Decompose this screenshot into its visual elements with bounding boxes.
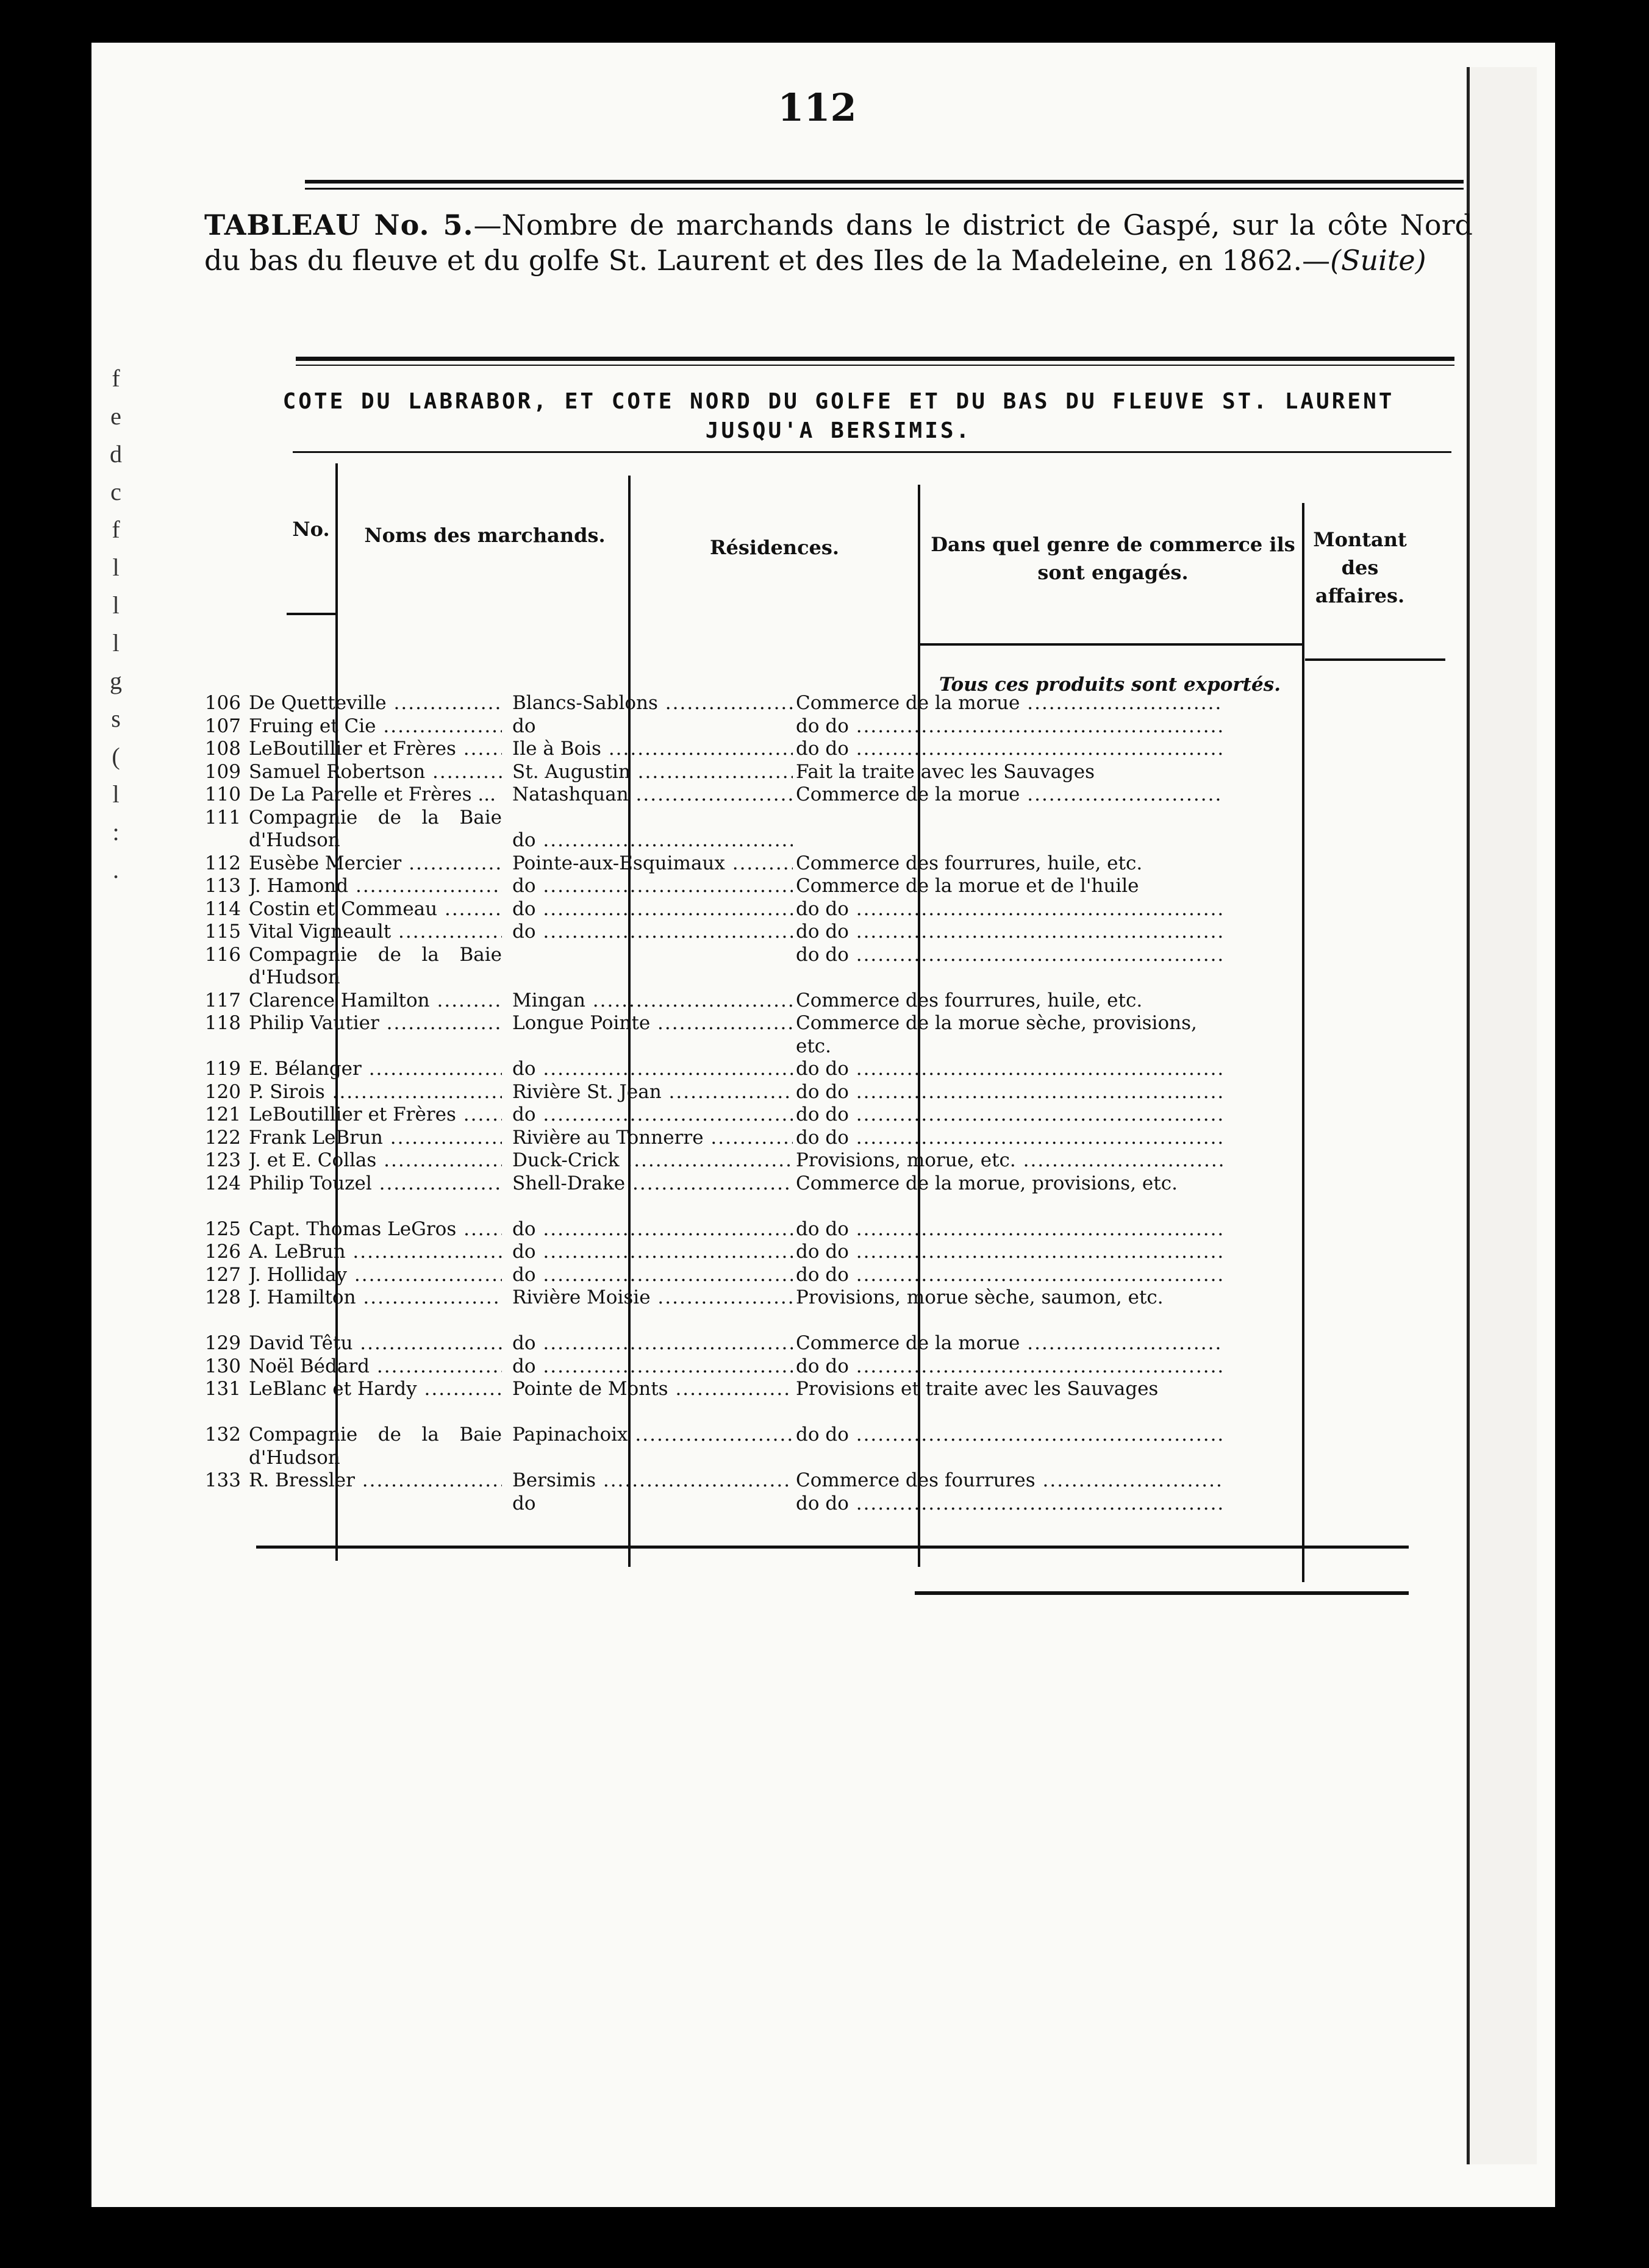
residence: do — [512, 1492, 536, 1514]
margin-fragment: . — [113, 856, 119, 883]
row-number: 113 — [204, 875, 241, 897]
merchant-name: Compagnie de la Baie d'Hudson — [249, 943, 502, 988]
commerce-type: Fait la traite avec les Sauvages — [796, 760, 1095, 783]
residence: Mingan ..... — [512, 990, 793, 1013]
row-number: 123 — [204, 1149, 241, 1171]
margin-fragment: s — [111, 705, 121, 732]
merchant-name: Samuel Robertson ..... — [249, 761, 502, 784]
residence: do ..... — [512, 1332, 793, 1355]
margin-fragment: l — [112, 780, 120, 808]
table-row — [183, 875, 1311, 898]
commerce-type: Commerce des fourrures, huile, etc. — [796, 852, 1143, 874]
adjacent-page-edge — [1467, 67, 1537, 2164]
row-number: 109 — [204, 760, 241, 783]
commerce-type: do do ..... — [796, 1081, 1223, 1104]
table-row — [183, 1332, 1311, 1355]
residence: Blancs-Sablons ..... — [512, 692, 793, 715]
row-number: 128 — [204, 1286, 241, 1308]
residence: Pointe de Monts ..... — [512, 1378, 793, 1401]
residence: Duck-Crick ..... — [512, 1149, 793, 1172]
row-number: 115 — [204, 921, 241, 943]
residence: Papinachoix ..... — [512, 1424, 793, 1447]
table-row — [183, 715, 1311, 738]
table-row — [183, 1058, 1311, 1081]
residence: do ..... — [512, 1355, 793, 1378]
export-note: Tous ces produits sont exportés. — [939, 674, 1281, 696]
table-row — [183, 1378, 1311, 1424]
commerce-type: do do ..... — [796, 921, 1223, 944]
page-number: 112 — [778, 85, 857, 130]
commerce-type: Provisions, morue sèche, saumon, etc. — [796, 1286, 1164, 1308]
table-row — [183, 1012, 1311, 1058]
margin-fragment: f — [112, 516, 120, 543]
merchant-name: LeBoutillier et Frères ..... — [249, 738, 502, 761]
margin-fragment: f — [112, 365, 120, 392]
row-number: 110 — [204, 783, 241, 805]
header-bottom-rule — [287, 613, 335, 615]
margin-fragment: l — [112, 629, 120, 657]
row-number: 118 — [204, 1012, 241, 1034]
row-number: 133 — [204, 1469, 241, 1491]
merchant-name: E. Bélanger ..... — [249, 1058, 502, 1081]
merchant-name: P. Sirois ..... — [249, 1081, 502, 1104]
top-double-rule — [305, 180, 1464, 184]
top-double-rule-thin — [305, 188, 1464, 190]
row-number: 114 — [204, 897, 241, 920]
commerce-type: do do ..... — [796, 898, 1223, 921]
header-amount: Montant des affaires. — [1313, 528, 1407, 607]
margin-fragment: c — [110, 478, 121, 505]
merchant-name: Philip Vautier ..... — [249, 1012, 502, 1035]
title-rule-thin — [296, 365, 1454, 366]
table-row — [183, 783, 1311, 807]
table-row — [183, 1172, 1311, 1218]
commerce-type: Provisions et traite avec les Sauvages — [796, 1378, 1159, 1400]
residence: do ..... — [512, 1058, 793, 1081]
table-row — [183, 1081, 1311, 1104]
title-rule — [296, 357, 1454, 361]
commerce-type: do do ..... — [796, 715, 1223, 738]
table-row — [183, 1264, 1311, 1287]
residence: do ..... — [512, 921, 793, 944]
row-number: 106 — [204, 692, 241, 714]
header-top-rule — [293, 451, 1451, 453]
commerce-type: do do ..... — [796, 944, 1223, 967]
residence: do ..... — [512, 1264, 793, 1287]
commerce-type: Commerce de la morue ..... — [796, 692, 1223, 715]
commerce-type: do do ..... — [796, 1264, 1223, 1287]
table-row — [183, 1104, 1311, 1127]
table-row — [183, 738, 1311, 761]
residence: Shell-Drake ..... — [512, 1172, 793, 1196]
merchant-name: De Quetteville ..... — [249, 692, 502, 715]
merchant-name: Philip Touzel ..... — [249, 1172, 502, 1196]
title-suite: (Suite) — [1330, 244, 1426, 277]
table-row — [183, 921, 1311, 944]
row-number: 119 — [204, 1058, 241, 1080]
section-heading-line2: JUSQU'A BERSIMIS. — [705, 418, 972, 443]
table-row — [183, 1355, 1311, 1378]
commerce-type: do do ..... — [796, 1218, 1223, 1241]
table-row — [183, 1492, 1311, 1516]
header-residences: Résidences. — [709, 536, 840, 559]
residence: Rivière Moisie ..... — [512, 1286, 793, 1310]
residence: Bersimis ..... — [512, 1469, 793, 1492]
commerce-type: Commerce des fourrures, huile, etc. — [796, 989, 1143, 1011]
merchant-table — [183, 692, 1311, 1515]
row-number: 120 — [204, 1080, 241, 1103]
row-number: 117 — [204, 989, 241, 1011]
header-commerce: Dans quel genre de commerce ils sont engagés. — [931, 533, 1295, 584]
table-row — [183, 898, 1311, 921]
header-no: No. — [292, 518, 330, 541]
merchant-name: A. LeBrun ..... — [249, 1241, 502, 1264]
commerce-type: Commerce de la morue ..... — [796, 783, 1223, 807]
merchant-name: Compagnie de la Baie d'Hudson — [249, 1424, 502, 1469]
merchant-name: De La Parelle et Frères ... — [249, 783, 496, 805]
table-row — [183, 990, 1311, 1013]
row-number: 121 — [204, 1104, 241, 1125]
header-bottom-rule — [1305, 658, 1445, 661]
row-number: 107 — [204, 715, 241, 737]
merchant-name: J. Hamilton ..... — [249, 1286, 502, 1310]
commerce-type: Commerce de la morue, provisions, etc. — [796, 1172, 1178, 1194]
title-text: —Nombre de marchands dans le district de Gaspé, sur la côte Nord du bas du fleuve et du golfe St. Laurent et des Iles de la Madeleine, en 1862.— — [204, 209, 1473, 277]
row-number: 111 — [204, 806, 241, 829]
row-number: 127 — [204, 1263, 241, 1286]
section-heading-line1: COTE DU LABRABOR, ET COTE NORD DU GOLFE ET DU BAS DU FLEUVE ST. LAURENT — [282, 389, 1395, 414]
row-number: 112 — [204, 852, 241, 874]
residence: do ..... — [512, 875, 793, 898]
commerce-type: do do ..... — [796, 1241, 1223, 1264]
residence: Longue Pointe ..... — [512, 1012, 793, 1035]
merchant-name: Clarence Hamilton ..... — [249, 990, 502, 1013]
table-row — [183, 1286, 1311, 1332]
commerce-type: Commerce des fourrures ..... — [796, 1469, 1223, 1492]
merchant-name: LeBoutillier et Frères ..... — [249, 1104, 502, 1127]
residence: Natashquan ..... — [512, 783, 793, 807]
table-title — [204, 207, 1473, 278]
section-heading — [198, 387, 1479, 446]
margin-fragment: e — [110, 402, 121, 430]
table-bottom-rule — [256, 1546, 1409, 1549]
commerce-type: do do ..... — [796, 1424, 1223, 1447]
table-row — [183, 761, 1311, 784]
margin-fragment: ( — [112, 743, 120, 770]
commerce-type: Commerce de la morue sèche, provisions, etc. — [796, 1012, 1197, 1057]
row-number: 130 — [204, 1355, 241, 1377]
merchant-name: Costin et Commeau ..... — [249, 898, 502, 921]
row-number: 122 — [204, 1126, 241, 1149]
table-row — [183, 1424, 1311, 1469]
table-row — [183, 1218, 1311, 1241]
commerce-type: do do ..... — [796, 1127, 1223, 1150]
merchant-name: Capt. Thomas LeGros ..... — [249, 1218, 502, 1241]
binding-margin — [98, 360, 134, 889]
residence: Pointe-aux-Esquimaux ..... — [512, 852, 793, 875]
residence: do — [512, 715, 536, 737]
residence: do ..... — [512, 829, 793, 852]
row-number: 116 — [204, 943, 241, 966]
margin-fragment: l — [112, 591, 120, 619]
row-number: 124 — [204, 1172, 241, 1194]
residence: Ile à Bois ..... — [512, 738, 793, 761]
row-number: 129 — [204, 1332, 241, 1354]
table-row — [183, 1241, 1311, 1264]
residence: do ..... — [512, 898, 793, 921]
title-lead: TABLEAU No. 5. — [204, 209, 474, 241]
table-row — [183, 692, 1311, 715]
residence: do ..... — [512, 1241, 793, 1264]
row-number: 126 — [204, 1241, 241, 1263]
table-row — [183, 1149, 1311, 1172]
merchant-name: Eusèbe Mercier ..... — [249, 852, 502, 875]
residence: St. Augustin ..... — [512, 761, 793, 784]
margin-fragment: l — [112, 554, 120, 581]
table-row — [183, 944, 1311, 990]
table-row — [183, 1469, 1311, 1492]
margin-fragment: d — [110, 440, 122, 468]
margin-fragment: g — [110, 667, 122, 694]
row-number: 131 — [204, 1378, 241, 1400]
merchant-name: Noël Bédard ..... — [249, 1355, 502, 1378]
commerce-type: Commerce de la morue ..... — [796, 1332, 1223, 1355]
header-names: Noms des marchands. — [364, 524, 606, 547]
merchant-name: Vital Vigneault ..... — [249, 921, 502, 944]
row-number: 108 — [204, 738, 241, 760]
merchant-name: J. et E. Collas ..... — [249, 1149, 502, 1172]
merchant-name: J. Holliday ..... — [249, 1264, 502, 1287]
table-row — [183, 852, 1311, 875]
commerce-type: Provisions, morue, etc. ..... — [796, 1149, 1223, 1172]
residence: do ..... — [512, 1218, 793, 1241]
merchant-name: J. Hamond ..... — [249, 875, 502, 898]
row-number: 125 — [204, 1218, 241, 1240]
table-row — [183, 1127, 1311, 1150]
margin-fragment: : — [112, 818, 120, 846]
merchant-name: Fruing et Cie ..... — [249, 715, 502, 738]
residence: Rivière St. Jean ..... — [512, 1081, 793, 1104]
merchant-name: Frank LeBrun ..... — [249, 1127, 502, 1150]
commerce-type: do do ..... — [796, 1058, 1223, 1081]
residence: do ..... — [512, 1104, 793, 1127]
table-end-rule — [915, 1591, 1409, 1595]
residence: Rivière au Tonnerre ..... — [512, 1127, 793, 1150]
merchant-name: Compagnie de la Baie d'Hudson — [249, 806, 502, 851]
merchant-name: R. Bressler ..... — [249, 1469, 502, 1492]
commerce-type: do do ..... — [796, 1492, 1223, 1516]
row-number: 132 — [204, 1424, 241, 1446]
commerce-type: Commerce de la morue et de l'huile — [796, 875, 1139, 897]
merchant-name: David Têtu ..... — [249, 1332, 502, 1355]
commerce-type: do do ..... — [796, 1355, 1223, 1378]
commerce-type: do do ..... — [796, 1104, 1223, 1127]
commerce-type: do do ..... — [796, 738, 1223, 761]
header-bottom-rule — [918, 643, 1302, 646]
table-row — [183, 807, 1311, 852]
merchant-name: LeBlanc et Hardy ..... — [249, 1378, 502, 1401]
